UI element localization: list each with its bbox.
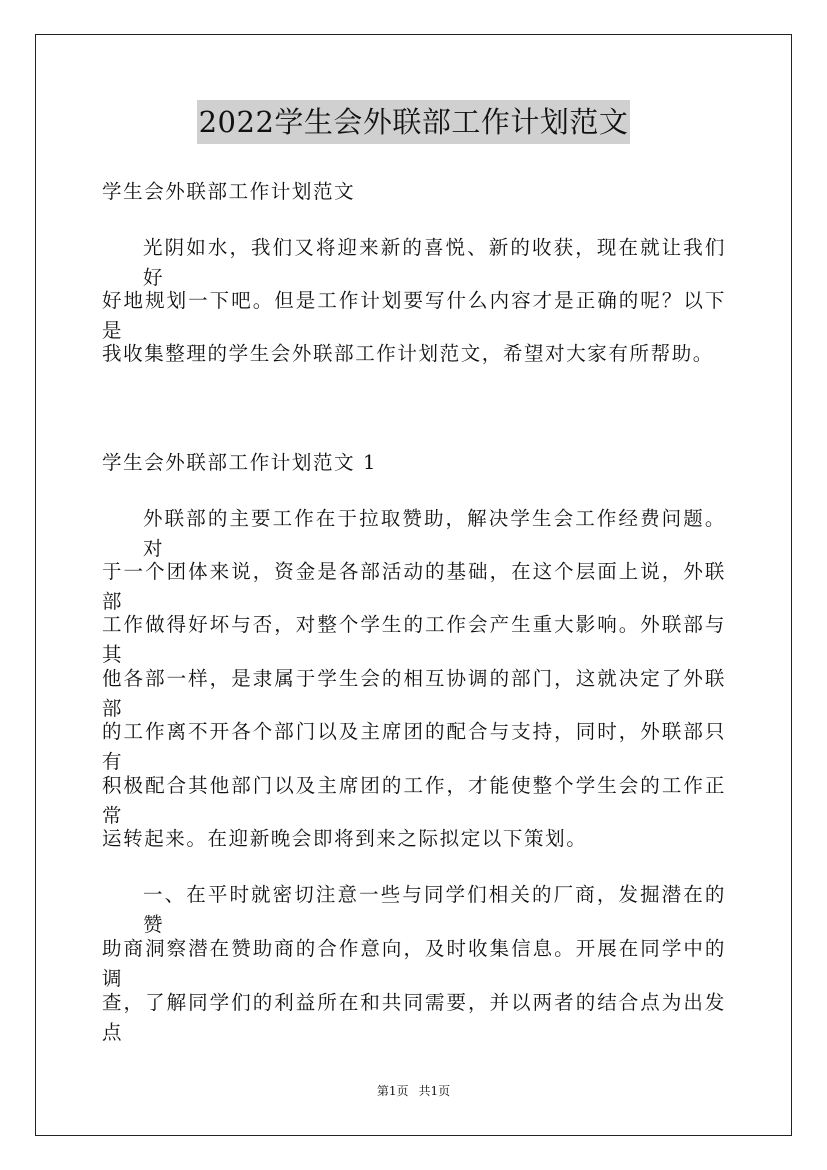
paragraph-line: 积极配合其他部门以及主席团的工作，才能使整个学生会的工作正常 <box>102 774 726 827</box>
paragraph-line: 工作做得好坏与否，对整个学生的工作会产生重大影响。外联部与其 <box>102 613 726 666</box>
paragraph-line: 外联部的主要工作在于拉取赞助，解决学生会工作经费问题。对 <box>143 507 726 560</box>
section-heading-1: 学生会外联部工作计划范文 1 <box>102 451 378 474</box>
paragraph-line: 助商洞察潜在赞助商的合作意向，及时收集信息。开展在同学中的调 <box>102 937 726 990</box>
page-total: 共1页 <box>418 1084 451 1098</box>
paragraph-line: 光阴如水，我们又将迎来新的喜悦、新的收获，现在就让我们好 <box>143 236 726 289</box>
paragraph-line: 于一个团体来说，资金是各部活动的基础，在这个层面上说，外联部 <box>102 560 726 613</box>
document-title: 2022学生会外联部工作计划范文 <box>197 100 631 144</box>
paragraph-line: 一、在平时就密切注意一些与同学们相关的厂商，发掘潜在的赞 <box>143 883 726 936</box>
paragraph-line: 查，了解同学们的利益所在和共同需要，并以两者的结合点为出发点 <box>102 991 726 1044</box>
title-container <box>0 100 827 144</box>
section-heading-intro: 学生会外联部工作计划范文 <box>102 180 356 203</box>
page-footer <box>0 1082 827 1100</box>
paragraph-line: 的工作离不开各个部门以及主席团的配合与支持，同时，外联部只有 <box>102 720 726 773</box>
paragraph-line: 我收集整理的学生会外联部工作计划范文，希望对大家有所帮助。 <box>102 342 714 365</box>
paragraph-line: 他各部一样，是隶属于学生会的相互协调的部门，这就决定了外联部 <box>102 667 726 720</box>
paragraph-line: 运转起来。在迎新晚会即将到来之际拟定以下策划。 <box>102 827 588 850</box>
page-number: 第1页 <box>376 1084 409 1098</box>
paragraph-line: 好地规划一下吧。但是工作计划要写什么内容才是正确的呢？以下是 <box>102 289 726 342</box>
